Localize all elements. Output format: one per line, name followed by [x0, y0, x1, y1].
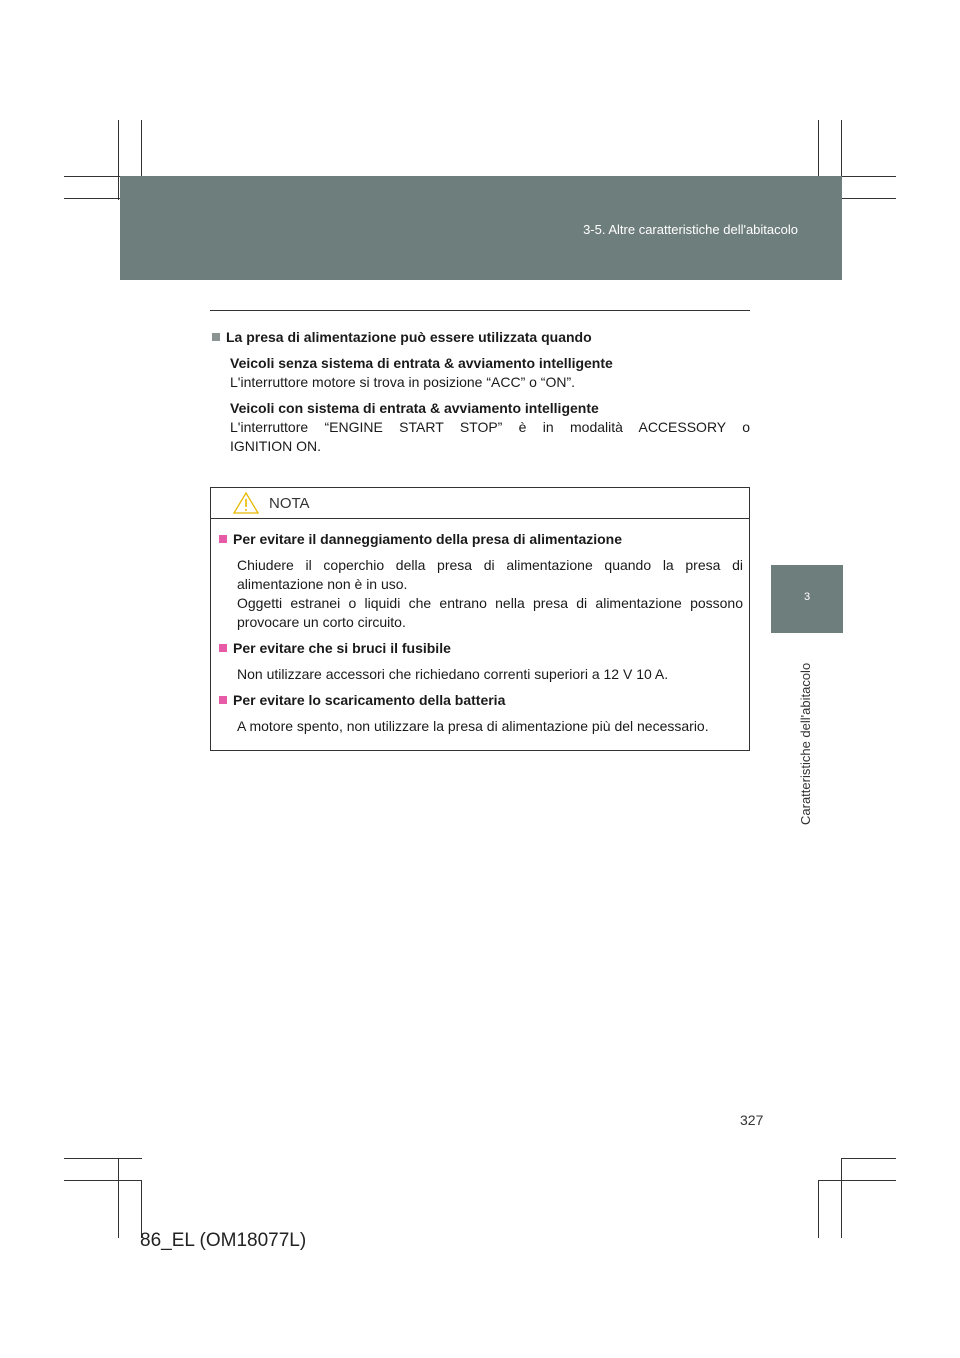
note-item-heading-text: Per evitare lo scaricamento della batteria — [233, 692, 506, 708]
section-title: 3-5. Altre caratteristiche dell'abitacolo — [583, 222, 798, 237]
chapter-label — [798, 645, 814, 825]
crop-mark — [118, 120, 119, 200]
header-band — [120, 176, 842, 280]
square-bullet-icon — [212, 333, 220, 341]
crop-mark — [818, 1180, 896, 1181]
case1-title: Veicoli senza sistema di entrata & avviamento intelligente — [230, 355, 613, 371]
case2-title: Veicoli con sistema di entrata & avviamento intelligente — [230, 400, 599, 416]
chapter-tab — [771, 565, 843, 633]
main-heading — [212, 328, 750, 347]
crop-mark — [818, 1180, 819, 1238]
case2-text-line1: L'interruttore “ENGINE START STOP” è in modalità ACCESSORY o — [230, 419, 750, 435]
note-item-text: Non utilizzare accessori che richiedano correnti superiori a 12 V 10 A. — [237, 666, 669, 682]
page-number: 327 — [740, 1112, 764, 1128]
divider — [210, 310, 750, 311]
note-box — [210, 487, 750, 751]
document-code: 86_EL (OM18077L) — [140, 1230, 307, 1251]
case2-text-line2: IGNITION ON. — [230, 438, 321, 454]
main-heading-text: La presa di alimentazione può essere utilizzata quando — [226, 329, 592, 345]
note-item-text: provocare un corto circuito. — [237, 614, 406, 630]
square-bullet-icon — [219, 644, 227, 652]
note-item-heading — [219, 639, 743, 658]
square-bullet-icon — [219, 696, 227, 704]
case1-text: L'interruttore motore si trova in posizione “ACC” o “ON”. — [230, 374, 576, 390]
square-bullet-icon — [219, 535, 227, 543]
note-item-heading — [219, 530, 743, 549]
note-item-text: alimentazione non è in uso. — [237, 576, 408, 592]
note-body — [219, 530, 743, 736]
warning-icon — [233, 492, 259, 514]
note-item-heading — [219, 691, 743, 710]
note-item-text: Chiudere il coperchio della presa di alimentazione quando la presa di — [237, 557, 743, 573]
note-title: NOTA — [269, 495, 310, 512]
chapter-number: 3 — [803, 591, 811, 603]
note-header — [211, 488, 749, 519]
crop-mark — [64, 1180, 142, 1181]
crop-mark — [64, 1158, 142, 1159]
chapter-label-text: Caratteristiche dell'abitacolo — [798, 662, 813, 825]
crop-mark — [841, 1158, 842, 1238]
main-section — [212, 328, 750, 456]
crop-mark — [118, 1158, 119, 1238]
crop-mark — [841, 1158, 896, 1159]
note-item-heading-text: Per evitare il danneggiamento della presa di alimentazione — [233, 531, 623, 547]
note-item-heading-text: Per evitare che si bruci il fusibile — [233, 640, 451, 656]
note-item-text: Oggetti estranei o liquidi che entrano nella presa di alimentazione possono — [237, 595, 743, 611]
note-item-text: A motore spento, non utilizzare la presa di alimentazione più del necessario. — [237, 718, 709, 734]
